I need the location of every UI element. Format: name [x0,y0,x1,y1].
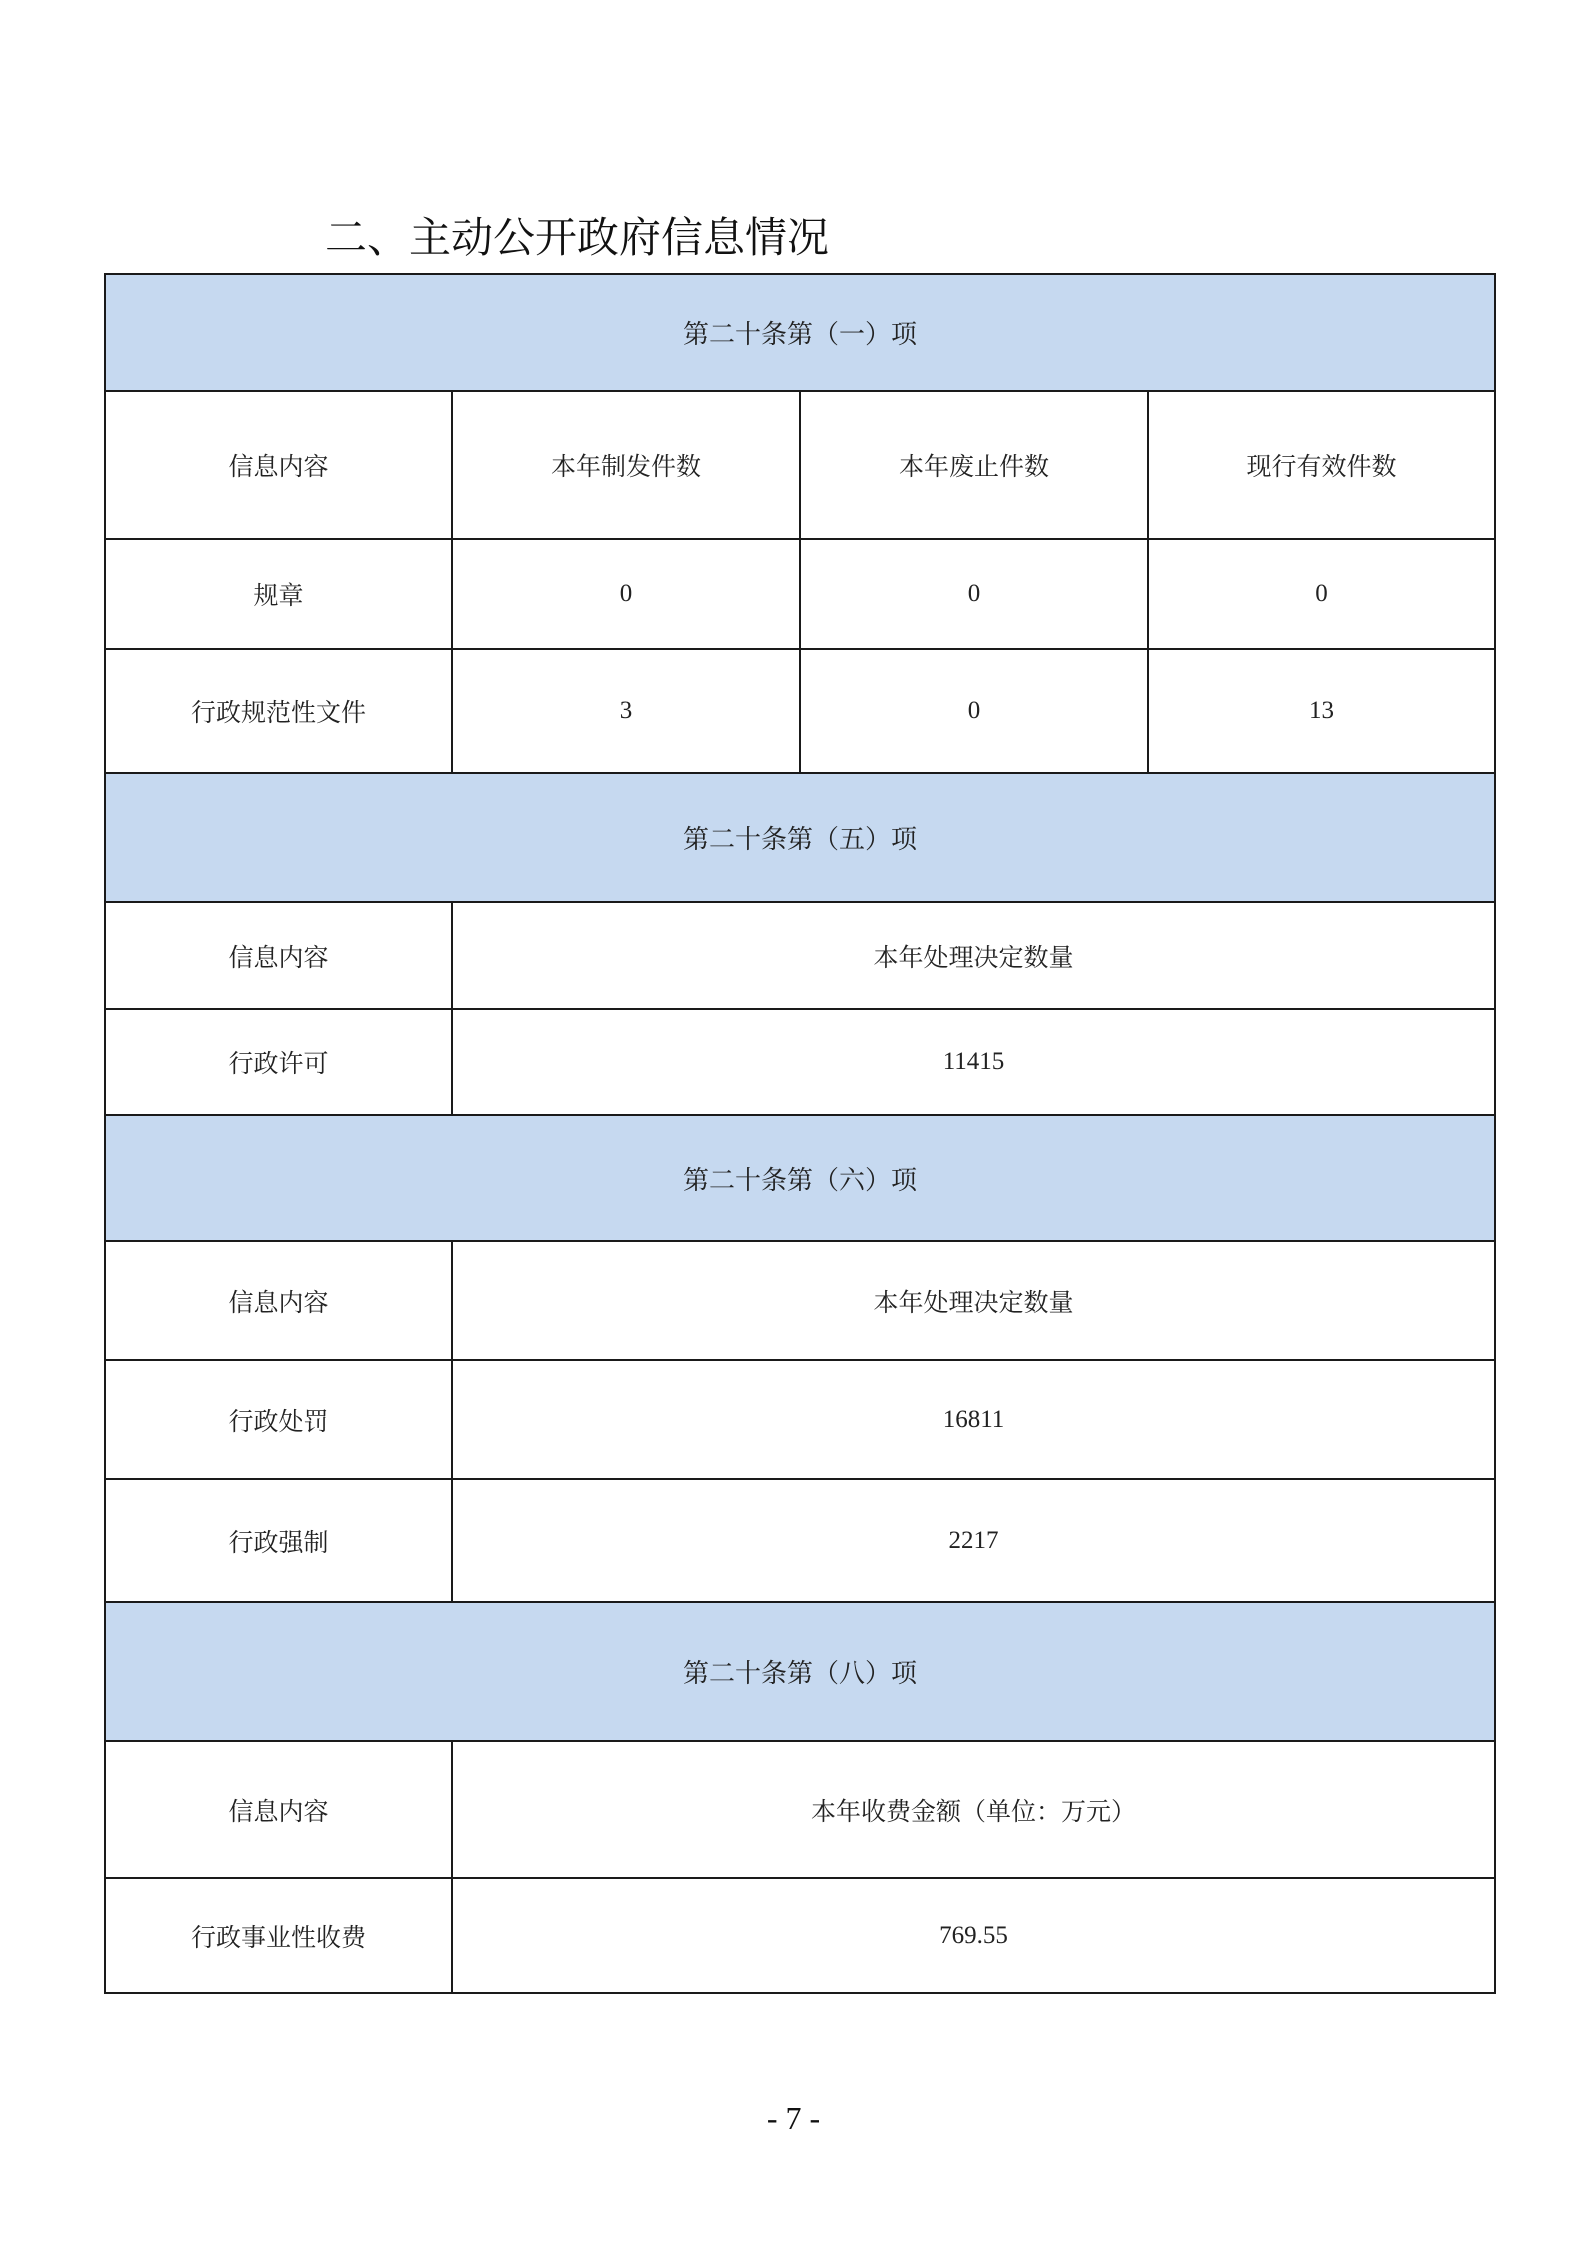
row-label: 规章 [105,539,452,649]
table-row [105,1009,1495,1115]
section-heading: 第二十条第（五）项 [105,773,1495,902]
page-number: - 7 - [766,2100,821,2136]
row-label: 行政规范性文件 [105,649,452,773]
cell-value: 2217 [452,1479,1495,1602]
table-header-row [105,1241,1495,1360]
section-heading-row [105,1602,1495,1741]
table-header-row [105,902,1495,1009]
table-row [105,1479,1495,1602]
cell-value: 13 [1148,649,1495,773]
column-header: 现行有效件数 [1148,391,1495,539]
table-row [105,1360,1495,1479]
table-header-row [105,1741,1495,1878]
table-row [105,539,1495,649]
section-heading: 第二十条第（一）项 [105,274,1495,391]
cell-value: 0 [452,539,800,649]
column-header: 本年废止件数 [800,391,1148,539]
row-label: 行政许可 [105,1009,452,1115]
cell-value: 3 [452,649,800,773]
column-header: 信息内容 [105,391,452,539]
section-heading-row [105,1115,1495,1241]
column-header: 信息内容 [105,1741,452,1878]
section-heading: 第二十条第（八）项 [105,1602,1495,1741]
column-header: 信息内容 [105,902,452,1009]
column-header: 信息内容 [105,1241,452,1360]
info-disclosure-table [104,273,1496,1994]
section-heading-row [105,773,1495,902]
table-row [105,1878,1495,1993]
cell-value: 16811 [452,1360,1495,1479]
row-label: 行政事业性收费 [105,1878,452,1993]
cell-value: 0 [800,649,1148,773]
column-header: 本年收费金额（单位：万元） [452,1741,1495,1878]
cell-value: 769.55 [452,1878,1495,1993]
cell-value: 0 [1148,539,1495,649]
table-header-row [105,391,1495,539]
column-header: 本年制发件数 [452,391,800,539]
section-heading-row [105,274,1495,391]
section-heading: 第二十条第（六）项 [105,1115,1495,1241]
page-title: 二、主动公开政府信息情况 [325,213,830,262]
table-row [105,649,1495,773]
cell-value: 0 [800,539,1148,649]
row-label: 行政处罚 [105,1360,452,1479]
column-header: 本年处理决定数量 [452,902,1495,1009]
column-header: 本年处理决定数量 [452,1241,1495,1360]
cell-value: 11415 [452,1009,1495,1115]
row-label: 行政强制 [105,1479,452,1602]
